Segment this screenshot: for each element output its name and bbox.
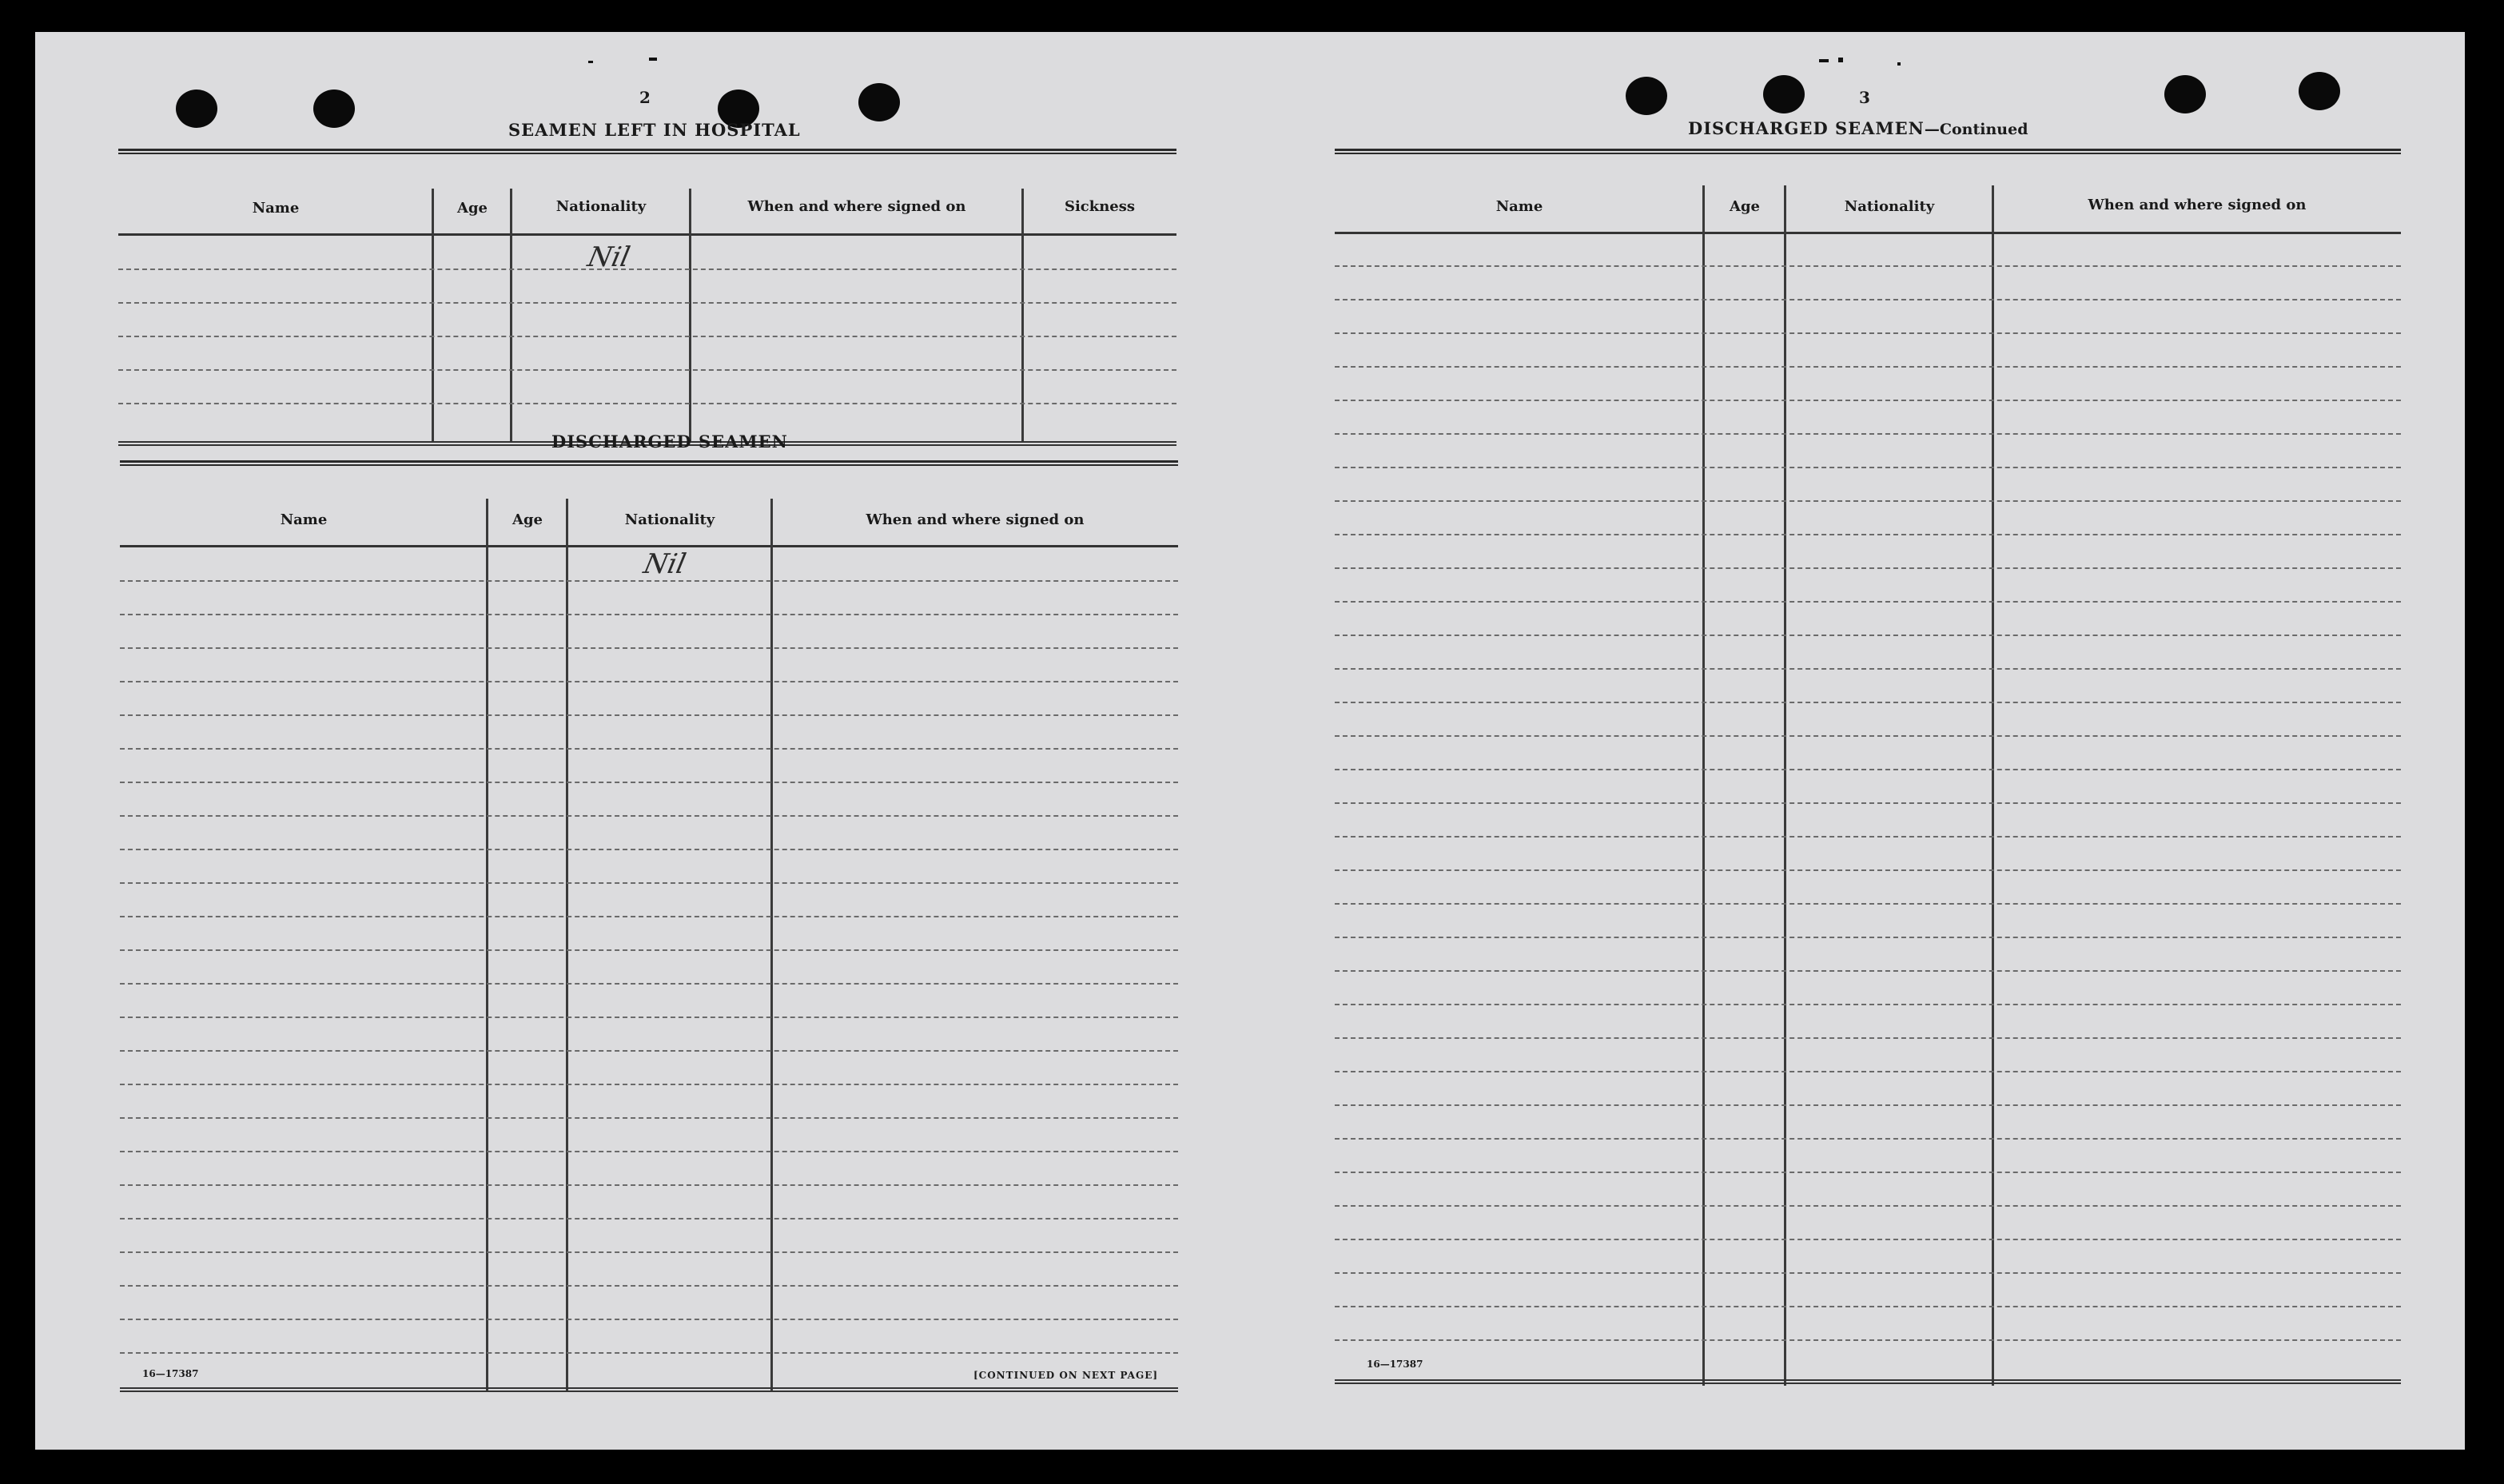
punch-hole xyxy=(858,83,900,121)
ledger-row-line xyxy=(1335,970,2401,972)
ledger-row-line xyxy=(1335,769,2401,770)
ledger-row-line xyxy=(120,681,1178,682)
header-underline xyxy=(1335,232,2401,234)
ledger-row-line xyxy=(118,403,1176,404)
continued-note: [CONTINUED ON NEXT PAGE] xyxy=(973,1370,1159,1381)
col-header-signed-on: When and where signed on xyxy=(866,511,1085,528)
column-divider xyxy=(510,189,512,443)
ledger-row-line xyxy=(120,1218,1178,1219)
ledger-row-line xyxy=(120,1319,1178,1320)
ledger-row-line xyxy=(1335,903,2401,905)
hospital-ledger xyxy=(118,149,1176,452)
ledger-top-rule xyxy=(118,149,1176,154)
ledger-row-line xyxy=(120,849,1178,850)
handwritten-nil: Nil xyxy=(640,548,689,580)
ledger-row-line xyxy=(118,369,1176,371)
ledger-row-line xyxy=(1335,366,2401,368)
ledger-sheet xyxy=(35,32,2465,1450)
ledger-row-line xyxy=(1335,1306,2401,1307)
ledger-row-line xyxy=(120,983,1178,985)
ledger-row-line xyxy=(1335,1239,2401,1240)
ledger-row-line xyxy=(1335,1138,2401,1140)
column-divider xyxy=(1021,189,1024,443)
ledger-bottom-rule xyxy=(120,1387,1178,1392)
title-main: DISCHARGED SEAMEN xyxy=(1688,118,1925,138)
ledger-top-rule xyxy=(120,460,1178,466)
header-underline xyxy=(120,545,1178,547)
ledger-row-line xyxy=(120,1117,1178,1119)
ledger-row-line xyxy=(120,949,1178,951)
ledger-row-line xyxy=(120,782,1178,783)
punch-hole xyxy=(2299,72,2340,110)
ledger-row-line xyxy=(118,269,1176,270)
punch-hole xyxy=(1763,75,1805,113)
ledger-row-line xyxy=(1335,702,2401,703)
ledger-row-line xyxy=(1335,299,2401,300)
column-divider xyxy=(689,189,691,443)
handwritten-nil: Nil xyxy=(584,241,633,273)
ledger-row-line xyxy=(1335,1339,2401,1341)
ink-speck xyxy=(649,58,657,61)
discharged-continued-title xyxy=(1688,118,2028,138)
ledger-row-line xyxy=(1335,1104,2401,1106)
ledger-row-line xyxy=(120,916,1178,917)
ledger-row-line xyxy=(120,1285,1178,1287)
ledger-row-line xyxy=(1335,534,2401,535)
col-header-name: Name xyxy=(280,511,328,528)
punch-hole xyxy=(176,90,217,128)
ledger-row-line xyxy=(120,647,1178,649)
column-divider xyxy=(486,499,488,1391)
ledger-row-line xyxy=(118,302,1176,304)
discharged-section-title: DISCHARGED SEAMEN xyxy=(551,432,788,452)
col-header-nationality: Nationality xyxy=(555,198,647,215)
ink-speck xyxy=(1819,59,1829,62)
title-suffix: —Continued xyxy=(1924,121,2028,138)
column-divider xyxy=(432,189,434,443)
ledger-row-line xyxy=(1335,668,2401,670)
ledger-row-line xyxy=(120,748,1178,750)
col-header-signed-on: When and where signed on xyxy=(2088,197,2307,213)
hospital-section-title: SEAMEN LEFT IN HOSPITAL xyxy=(508,120,801,140)
ledger-row-line xyxy=(1335,500,2401,502)
ledger-row-line xyxy=(120,1017,1178,1018)
ledger-row-line xyxy=(120,1084,1178,1085)
ledger-row-line xyxy=(1335,836,2401,837)
column-divider xyxy=(770,499,773,1391)
ledger-row-line xyxy=(1335,332,2401,334)
ledger-row-line xyxy=(1335,869,2401,871)
ledger-row-line xyxy=(1335,433,2401,435)
page-number-left: 2 xyxy=(639,88,651,107)
ledger-row-line xyxy=(120,1050,1178,1052)
ink-speck xyxy=(1897,62,1901,66)
punch-hole xyxy=(1626,77,1667,115)
ledger-row-line xyxy=(120,714,1178,716)
col-header-name: Name xyxy=(1495,198,1543,215)
ledger-row-line xyxy=(1335,802,2401,804)
ledger-row-line xyxy=(1335,1172,2401,1173)
col-header-sickness: Sickness xyxy=(1064,198,1136,215)
col-header-name: Name xyxy=(252,200,300,217)
ledger-row-line xyxy=(1335,1004,2401,1005)
col-header-age: Age xyxy=(456,200,488,217)
ledger-row-line xyxy=(118,336,1176,337)
col-header-nationality: Nationality xyxy=(624,511,715,528)
ledger-row-line xyxy=(120,614,1178,615)
ledger-row-line xyxy=(1335,567,2401,569)
ledger-row-line xyxy=(1335,937,2401,938)
ledger-row-line xyxy=(120,815,1178,817)
ledger-row-line xyxy=(120,1352,1178,1354)
ledger-row-line xyxy=(120,1151,1178,1152)
ledger-row-line xyxy=(120,1251,1178,1253)
ink-speck xyxy=(588,61,593,63)
ledger-row-line xyxy=(1335,265,2401,267)
ledger-row-line xyxy=(1335,601,2401,603)
discharged-ledger-left xyxy=(120,460,1178,1395)
punch-hole xyxy=(2164,75,2206,113)
ledger-row-line xyxy=(120,580,1178,582)
ledger-row-line xyxy=(1335,1272,2401,1274)
discharged-ledger-right xyxy=(1335,149,2401,1395)
ledger-row-line xyxy=(120,882,1178,884)
col-header-nationality: Nationality xyxy=(1844,198,1935,215)
col-header-age: Age xyxy=(512,511,543,528)
header-underline xyxy=(118,233,1176,236)
page-number-right: 3 xyxy=(1859,88,1870,107)
form-number-left: 16—17387 xyxy=(142,1368,199,1379)
ledger-row-line xyxy=(1335,1071,2401,1072)
column-divider xyxy=(566,499,568,1391)
ledger-row-line xyxy=(1335,467,2401,468)
punch-hole xyxy=(313,90,355,128)
ink-speck xyxy=(1838,58,1843,62)
ledger-row-line xyxy=(1335,1037,2401,1039)
ledger-row-line xyxy=(1335,635,2401,636)
ledger-bottom-rule xyxy=(1335,1379,2401,1384)
col-header-signed-on: When and where signed on xyxy=(747,198,966,215)
ledger-top-rule xyxy=(1335,149,2401,154)
form-number-right: 16—17387 xyxy=(1367,1359,1423,1370)
ledger-row-line xyxy=(1335,1205,2401,1207)
ledger-row-line xyxy=(120,1184,1178,1186)
col-header-age: Age xyxy=(1729,198,1760,215)
ledger-row-line xyxy=(1335,735,2401,737)
ledger-row-line xyxy=(1335,400,2401,401)
